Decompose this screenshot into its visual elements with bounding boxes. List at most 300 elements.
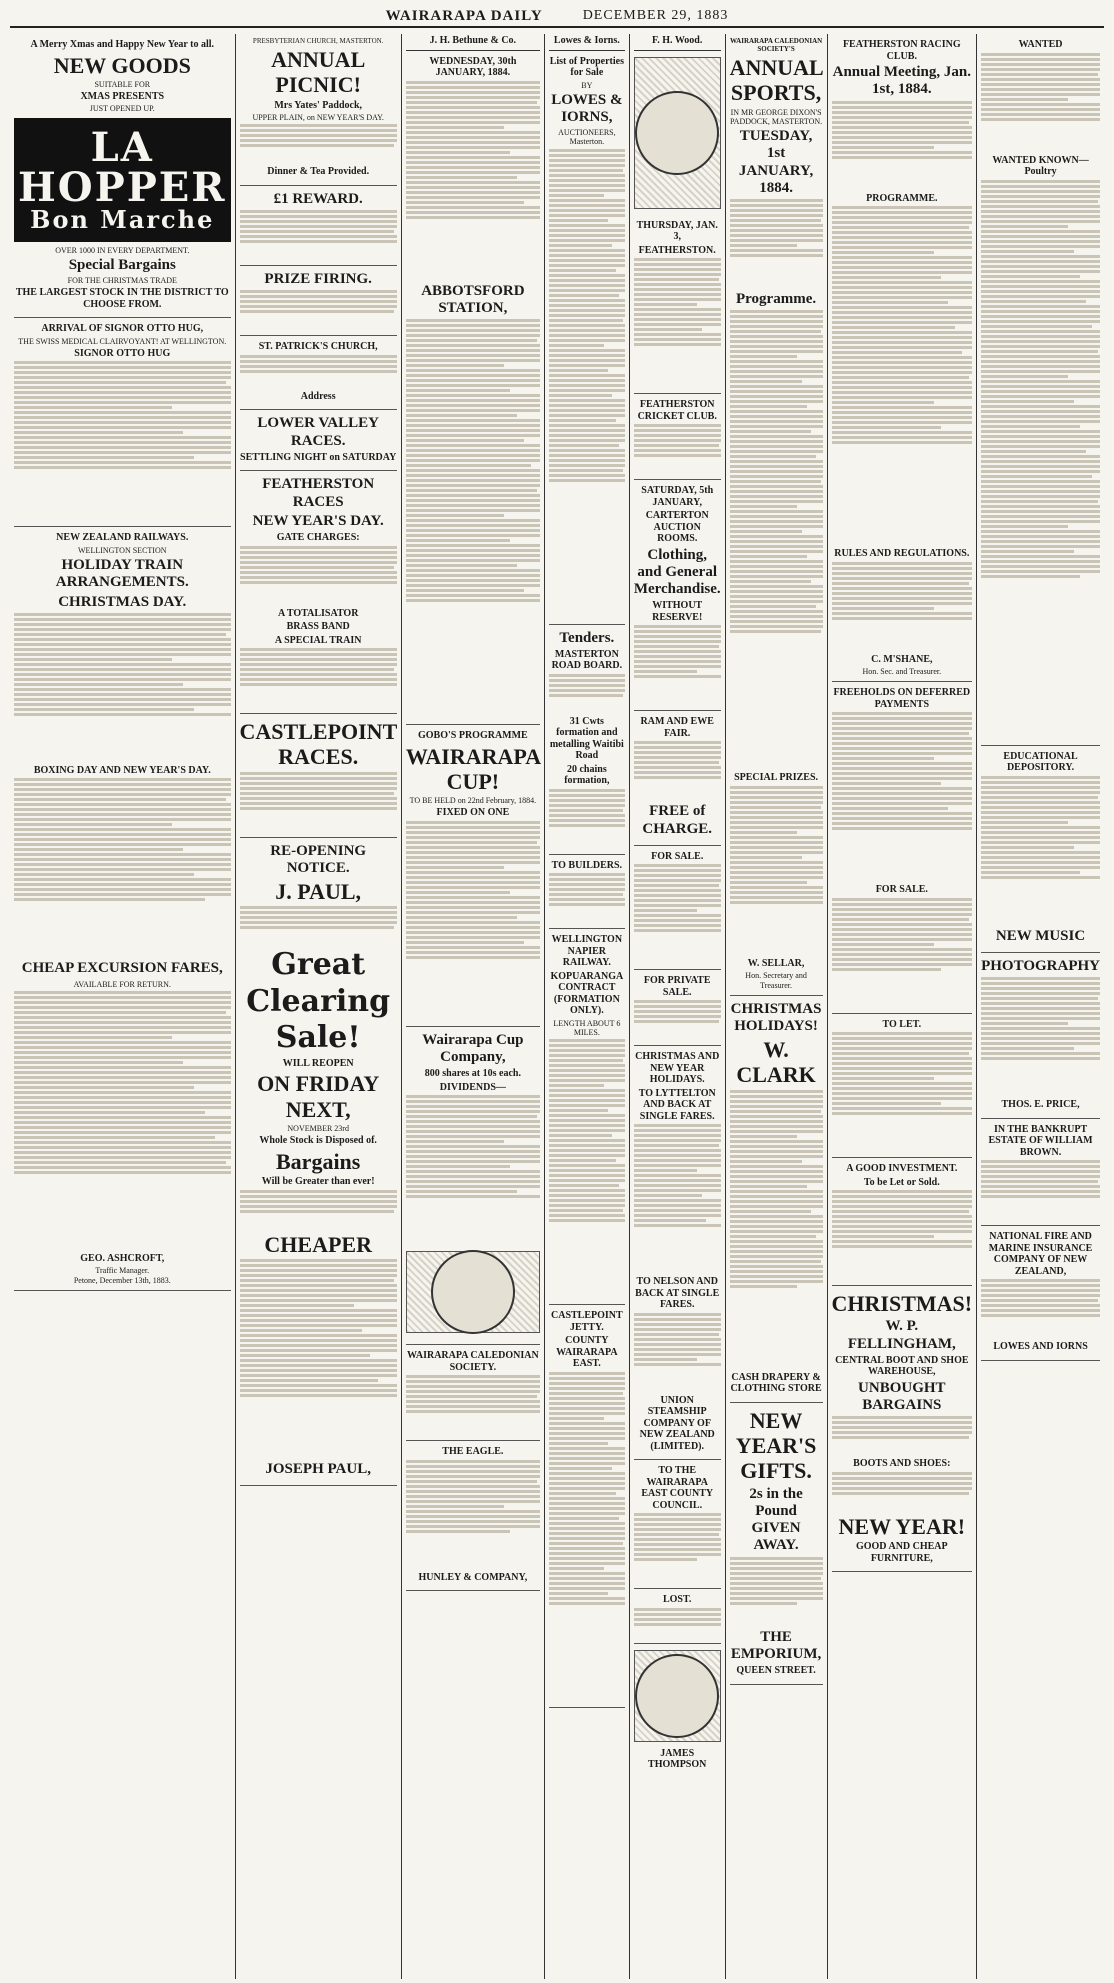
print-line: [406, 1115, 537, 1118]
print-line: [406, 344, 540, 347]
boxing-body: [14, 778, 231, 958]
ad-emporium: [730, 1403, 823, 1685]
print-line: [406, 534, 540, 537]
print-line: [634, 1015, 721, 1018]
print-line: [730, 595, 823, 598]
print-line: [634, 268, 721, 271]
print-line: [406, 434, 540, 437]
print-line: [730, 560, 823, 563]
print-line: [832, 913, 973, 916]
print-line: [832, 822, 973, 825]
print-line: [981, 225, 1068, 228]
print-line: [14, 1131, 231, 1134]
print-line: [406, 329, 540, 332]
print-line: [549, 369, 608, 372]
print-line: [981, 510, 1100, 513]
print-line: [406, 1480, 537, 1483]
print-line: [832, 587, 973, 590]
print-line: [14, 1156, 231, 1159]
print-line: [240, 777, 397, 780]
print-line: [549, 1149, 625, 1152]
print-line: [406, 876, 540, 879]
print-line: [634, 1333, 719, 1336]
print-line: [549, 424, 625, 427]
print-line: [730, 1260, 821, 1263]
print-line: [730, 801, 823, 804]
chains-formation: 20 chains formation,: [564, 763, 610, 787]
print-line: [730, 1170, 823, 1173]
print-line: [14, 843, 231, 846]
print-line: [832, 106, 973, 109]
print-line: [981, 370, 1100, 373]
print-line: [981, 806, 1100, 809]
ad-fellingham: [832, 1286, 973, 1572]
print-line: [406, 399, 540, 402]
print-line: [730, 450, 823, 453]
print-line: [14, 1146, 231, 1149]
print-line: [549, 1562, 625, 1565]
stewards-body: [832, 101, 973, 191]
print-line: [832, 361, 973, 364]
print-line: [981, 83, 1100, 86]
print-line: [730, 1115, 823, 1118]
print-line: [730, 1240, 823, 1243]
print-line: [406, 821, 540, 824]
xmas-day: CHRISTMAS DAY.: [58, 593, 187, 610]
print-line: [240, 921, 397, 924]
print-line: [832, 206, 973, 209]
nelson-body: [634, 1313, 721, 1393]
pound-given: 2s in the Pound GIVEN AWAY.: [749, 1485, 803, 1554]
print-line: [981, 260, 1100, 263]
print-line: [240, 360, 397, 363]
print-line: [832, 296, 973, 299]
print-line: [730, 625, 823, 628]
print-line: [406, 91, 540, 94]
programme-body: [730, 310, 823, 770]
print-line: [406, 474, 540, 477]
print-line: [549, 1437, 625, 1440]
print-line: [634, 879, 721, 882]
print-line: [240, 792, 394, 795]
print-line: [549, 304, 625, 307]
print-line: [549, 184, 625, 187]
print-line: [832, 286, 973, 289]
print-line: [832, 953, 973, 956]
print-line: [730, 1235, 816, 1238]
lowes-agents: LOWES AND IORNS: [993, 1341, 1088, 1352]
print-line: [730, 1275, 823, 1278]
ad-lower-valley: [240, 410, 397, 471]
print-line: [406, 186, 540, 189]
print-line: [240, 658, 397, 661]
print-line: [14, 693, 231, 696]
print-line: [832, 1107, 973, 1110]
print-line: [240, 220, 397, 223]
bargains-headline: Special Bargains: [68, 256, 176, 273]
print-line: [832, 126, 973, 129]
print-line: [832, 371, 973, 374]
print-line: [634, 454, 721, 457]
print-line: [832, 1416, 973, 1419]
print-line: [240, 1299, 397, 1302]
print-line: [832, 592, 973, 595]
print-line: [406, 394, 540, 397]
paul-body: [240, 1190, 397, 1230]
print-line: [634, 1129, 721, 1132]
clearing-text: Clearing: [246, 983, 391, 1019]
road-board: MASTERTON ROAD BOARD.: [551, 648, 623, 672]
bankrupt-estate: IN THE BANKRUPT ESTATE OF WILLIAM BROWN.: [988, 1123, 1093, 1158]
print-line: [406, 1130, 540, 1133]
print-line: [634, 1513, 721, 1516]
print-line: [14, 653, 231, 656]
print-line: [832, 1205, 973, 1208]
print-line: [549, 249, 625, 252]
print-line: [406, 1395, 537, 1398]
print-line: [981, 560, 1100, 563]
print-line: [406, 1500, 540, 1503]
print-line: [981, 791, 1100, 794]
ad-county-council: [634, 1460, 721, 1589]
print-line: [549, 1587, 625, 1590]
print-line: [634, 675, 721, 678]
print-line: [549, 1204, 625, 1207]
engraving-circle: [635, 91, 719, 175]
print-line: [240, 300, 397, 303]
print-line: [406, 1495, 540, 1498]
print-line: [549, 479, 625, 482]
print-line: [634, 1199, 721, 1202]
print-line: [832, 241, 973, 244]
print-line: [981, 205, 1100, 208]
print-line: [406, 1475, 540, 1478]
print-line: [832, 1477, 973, 1480]
print-line: [981, 1002, 1100, 1005]
print-line: [240, 1394, 397, 1397]
print-line: [549, 814, 625, 817]
print-line: [406, 836, 540, 839]
ad-caledonian-sports: [730, 34, 823, 996]
napier-railway: WELLINGTON NAPIER RAILWAY.: [551, 934, 623, 969]
print-line: [240, 1200, 397, 1203]
print-line: [240, 240, 397, 243]
print-line: [634, 1608, 721, 1611]
print-line: [634, 766, 721, 769]
print-line: [832, 1200, 973, 1203]
print-line: [240, 370, 397, 373]
print-line: [406, 574, 540, 577]
print-line: [730, 445, 823, 448]
print-line: [406, 941, 524, 944]
print-line: [14, 618, 231, 621]
print-line: [549, 1542, 623, 1545]
print-line: [730, 1100, 823, 1103]
caledonian-body: [406, 1375, 540, 1435]
print-line: [634, 1010, 721, 1013]
print-line: [730, 480, 821, 483]
print-line: [634, 424, 721, 427]
print-line: [549, 804, 625, 807]
season-text: FOR THE CHRISTMAS TRADE: [67, 276, 177, 286]
print-line: [240, 1324, 397, 1327]
print-line: [406, 449, 540, 452]
print-line: [14, 863, 231, 866]
print-line: [730, 615, 823, 618]
print-line: [406, 141, 540, 144]
print-line: [832, 943, 935, 946]
print-line: [832, 903, 973, 906]
print-line: [549, 269, 616, 272]
print-line: [406, 146, 540, 149]
print-line: [406, 579, 540, 582]
print-line: [981, 430, 1100, 433]
print-line: [730, 315, 823, 318]
print-line: [14, 868, 231, 871]
column-4: [544, 34, 629, 1979]
print-line: [634, 1363, 721, 1366]
print-line: [549, 1547, 625, 1550]
print-line: [634, 1164, 721, 1167]
ad-featherston-sale: [634, 215, 721, 395]
print-line: [832, 101, 973, 104]
lost-headline: LOST.: [662, 1594, 692, 1606]
print-line: [981, 1284, 1100, 1287]
boots-body: [832, 1472, 973, 1512]
print-line: [832, 421, 973, 424]
print-line: [240, 1309, 397, 1312]
print-line: [549, 289, 625, 292]
print-line: [832, 1062, 973, 1065]
print-line: [730, 831, 798, 834]
print-line: [634, 1020, 719, 1023]
print-line: [406, 1100, 540, 1103]
print-line: [730, 851, 823, 854]
print-line: [634, 1543, 721, 1546]
print-line: [981, 1195, 1100, 1198]
print-line: [832, 963, 973, 966]
print-line: [832, 797, 973, 800]
print-line: [549, 169, 623, 172]
print-line: [240, 807, 397, 810]
print-line: [406, 181, 540, 184]
print-line: [981, 801, 1100, 804]
print-line: [240, 787, 397, 790]
print-line: [14, 1171, 231, 1174]
print-line: [981, 540, 1100, 543]
print-line: [240, 546, 397, 549]
print-line: [240, 556, 397, 559]
print-line: [634, 1219, 706, 1222]
print-line: [981, 53, 1100, 56]
print-line: [981, 270, 1100, 273]
print-line: [240, 561, 397, 564]
print-line: [14, 466, 231, 469]
union-steamship: UNION STEAMSHIP COMPANY OF NEW ZEALAND (LIMITED).: [639, 1394, 715, 1452]
print-line: [549, 294, 620, 297]
print-line: [549, 1532, 625, 1535]
print-line: [981, 108, 1100, 111]
print-line: [981, 220, 1100, 223]
whole-stock: Whole Stock is Disposed of.: [259, 1135, 377, 1147]
print-line: [634, 1523, 721, 1526]
freeholds-headline: FREEHOLDS ON DEFERRED PAYMENTS: [833, 687, 971, 710]
print-line: [14, 411, 231, 414]
print-line: [730, 575, 823, 578]
engraving-auction: [634, 57, 721, 209]
ram-body: [634, 741, 721, 801]
print-line: [14, 673, 231, 676]
cup-body: [406, 821, 540, 1021]
print-line: [240, 1264, 397, 1267]
length-text: LENGTH ABOUT 6 MILES.: [553, 1018, 621, 1037]
print-line: [406, 1095, 540, 1098]
print-line: [549, 219, 608, 222]
print-line: [549, 329, 625, 332]
print-line: [634, 1174, 721, 1177]
print-line: [730, 866, 823, 869]
print-line: [730, 821, 823, 824]
print-line: [406, 131, 540, 134]
ad-lowes-list: [549, 51, 625, 625]
holiday-arrangements: HOLIDAY TRAIN ARRANGEMENTS.: [55, 557, 189, 591]
print-line: [240, 305, 397, 308]
print-line: [240, 1334, 397, 1337]
print-line: [240, 576, 397, 579]
special-body: [730, 786, 823, 956]
print-line: [549, 474, 625, 477]
print-line: [406, 116, 540, 119]
print-line: [634, 288, 721, 291]
print-line: [634, 1159, 721, 1162]
ad-paul: [240, 838, 397, 1486]
print-line: [730, 385, 823, 388]
print-line: [549, 1099, 625, 1102]
print-line: [634, 303, 697, 306]
bethune-header: J. H. Bethune & Co.: [406, 34, 540, 51]
print-line: [406, 544, 540, 547]
print-line: [406, 389, 511, 392]
print-line: [730, 610, 823, 613]
print-line: [549, 1084, 604, 1087]
print-line: [730, 380, 802, 383]
print-line: [406, 469, 540, 472]
print-line: [981, 570, 1100, 573]
print-line: [406, 106, 540, 109]
print-line: [832, 211, 973, 214]
print-line: [406, 514, 504, 517]
print-line: [549, 194, 604, 197]
print-line: [406, 1190, 517, 1193]
print-line: [14, 366, 231, 369]
print-line: [634, 1528, 721, 1531]
print-line: [14, 1056, 231, 1059]
print-line: [832, 562, 973, 565]
without-reserve: WITHOUT RESERVE!: [652, 600, 703, 623]
print-line: [240, 1210, 394, 1213]
print-line: [549, 1432, 625, 1435]
cash-drapery: CASH DRAPERY & CLOTHING STORE: [730, 1371, 822, 1395]
print-line: [634, 278, 719, 281]
print-line: [832, 757, 935, 760]
print-line: [549, 1467, 612, 1470]
print-line: [634, 776, 721, 779]
print-line: [730, 214, 823, 217]
print-line: [549, 1059, 623, 1062]
print-line: [549, 898, 625, 901]
print-line: [240, 571, 397, 574]
print-line: [832, 767, 973, 770]
print-line: [981, 1032, 1100, 1035]
print-line: [406, 81, 540, 84]
gobo-programme: GOBO'S PROGRAMME: [418, 730, 528, 741]
print-line: [406, 374, 540, 377]
fixed-text: FIXED ON ONE: [436, 807, 510, 819]
print-line: [634, 874, 721, 877]
print-line: [549, 1154, 625, 1157]
print-line: [240, 772, 397, 775]
print-line: [14, 663, 231, 666]
print-line: [832, 1047, 973, 1050]
stamp-banner: [14, 118, 231, 242]
print-line: [549, 199, 625, 202]
print-line: [549, 1199, 625, 1202]
otto-body: [14, 361, 231, 521]
print-line: [406, 161, 540, 164]
print-line: [406, 1180, 540, 1183]
print-line: [634, 439, 721, 442]
new-years-day: NEW YEAR'S DAY.: [252, 512, 384, 529]
print-line: [406, 126, 504, 129]
print-line: [240, 663, 397, 666]
print-line: [240, 1259, 397, 1262]
print-line: [634, 630, 721, 633]
print-line: [981, 525, 1068, 528]
print-line: [730, 846, 823, 849]
print-line: [549, 873, 625, 876]
print-line: [730, 1155, 823, 1158]
print-line: [406, 524, 540, 527]
print-line: [549, 1447, 625, 1450]
print-line: [549, 893, 623, 896]
castlepoint-jetty: CASTLEPOINT JETTY.: [551, 1310, 623, 1333]
let-or-sold: To be Let or Sold.: [863, 1176, 940, 1188]
print-line: [730, 826, 823, 829]
hon-sec: Hon. Sec. and Treasurer.: [862, 667, 942, 676]
print-line: [981, 1012, 1100, 1015]
print-line: [634, 660, 721, 663]
print-line: [981, 390, 1100, 393]
print-line: [14, 893, 231, 896]
tenders-headline: Tenders.: [559, 629, 615, 646]
print-line: [634, 444, 719, 447]
print-line: [14, 421, 231, 424]
print-line: [549, 469, 623, 472]
let-body: [832, 1032, 973, 1152]
print-line: [240, 1319, 397, 1322]
print-line: [549, 229, 625, 232]
print-line: [832, 401, 935, 404]
print-line: [832, 752, 973, 755]
print-line: [730, 1250, 823, 1253]
fire-marine: NATIONAL FIRE AND MARINE INSURANCE COMPANY OF NEW ZEALAND,: [988, 1231, 1093, 1277]
print-line: [981, 1299, 1098, 1302]
print-line: [981, 470, 1100, 473]
good-investment: A GOOD INVESTMENT.: [846, 1163, 958, 1175]
print-line: [14, 1081, 231, 1084]
print-line: [730, 254, 823, 257]
ad-prize-firing: [240, 266, 397, 336]
